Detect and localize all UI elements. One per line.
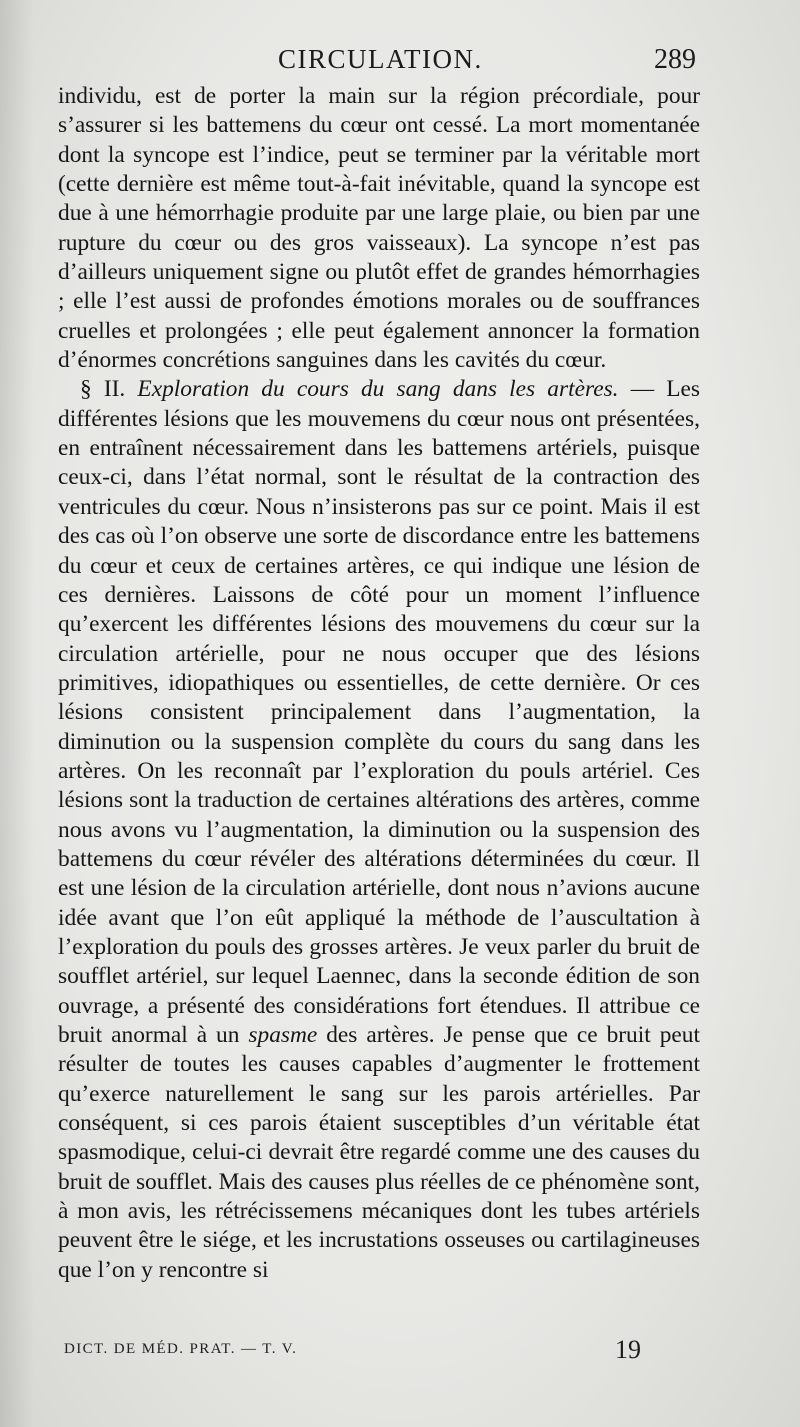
body-text <box>58 82 700 1285</box>
running-title: CIRCULATION. <box>278 44 483 74</box>
paragraph-syncope: individu, est de porter la main sur la région précordiale, pour s’assurer si les battemens du cœur ont cessé. La mort momentanée dont la syncope est l’indice, peut se terminer par la véritable mort (cette dernière est même tout-à-fait inévitable, quand la syncope est due à une hémorrhagie produite par une large plaie, ou bien par une rupture du cœur ou des gros vaisseaux). La syncope n’est pas d’ailleurs uniquement signe ou plutôt effet de grandes hémorrhagies ; elle l’est aussi de profondes émotions morales ou de souffrances cruelles et prolongées ; elle peut également annoncer la formation d’énormes concrétions sanguines dans les cavités du cœur. <box>58 83 700 374</box>
page-footer <box>58 1335 700 1371</box>
sheet-number: 19 <box>615 1335 641 1364</box>
section-text-part-1: — Les différentes lésions que les mouvemens du cœur nous ont présentées, en entraînent nécessairement dans les battemens artériels, puisque ceux-ci, dans l’état normal, sont le résultat de la contraction des ventricules du cœur. Nous n’insisterons pas sur ce point. Mais il est des cas où l’on observe une sorte de discordance entre les battemens du cœur et ceux de certaines artères, ce qui indique une lésion de ces dernières. Laissons de côté pour un moment l’influence qu’exercent les différentes lésions des mouvemens du cœur sur la circulation artérielle, pour ne nous occuper que des lésions primitives, idiopathiques ou essentielles, de cette dernière. Or ces lésions consistent principalement dans l’augmentation, la diminution ou la suspension complète du cours du sang dans les artères. On les reconnaît par l’exploration du pouls artériel. Ces lésions sont la traduction de certaines altérations des artères, comme nous avons vu l’augmentation, la diminution ou la suspension des battemens du cœur révéler des altérations déterminées du cœur. Il est une lésion de la circulation artérielle, dont nous n’avions aucune idée avant que l’on eût appliqué la méthode de l’auscultation à l’exploration du pouls des grosses artères. Je veux parler du bruit de soufflet artériel, sur lequel Laennec, dans la seconde édition de son ouvrage, a présenté des considérations fort étendues. Il attribue ce bruit anormal à un <box>58 376 700 1048</box>
paragraph-section-ii <box>58 375 700 1285</box>
printer-signature: DICT. DE MÉD. PRAT. — T. V. <box>64 1341 298 1357</box>
section-heading: Exploration du cours du sang dans les artères. <box>137 376 619 403</box>
running-head <box>58 40 700 82</box>
section-mark: § II. <box>80 376 126 403</box>
page-gutter-shadow <box>0 0 34 1427</box>
emphasized-word: spasme <box>248 1022 318 1048</box>
section-text-part-2: des artères. Je pense que ce bruit peut résulter de toutes les causes capables d’augmenter le frottement qu’exerce naturellement le sang sur les parois artérielles. Par conséquent, si ces parois étaient susceptibles d’un véritable état spasmodique, celui-ci devrait être regardé comme une des causes du bruit de soufflet. Mais des causes plus réelles de ce phénomène sont, à mon avis, les rétrécissemens mécaniques dont les tubes artériels peuvent être le siége, et les incrustations osseuses ou cartilagineuses que l’on y rencontre si <box>58 1022 700 1283</box>
page-number: 289 <box>654 44 696 75</box>
